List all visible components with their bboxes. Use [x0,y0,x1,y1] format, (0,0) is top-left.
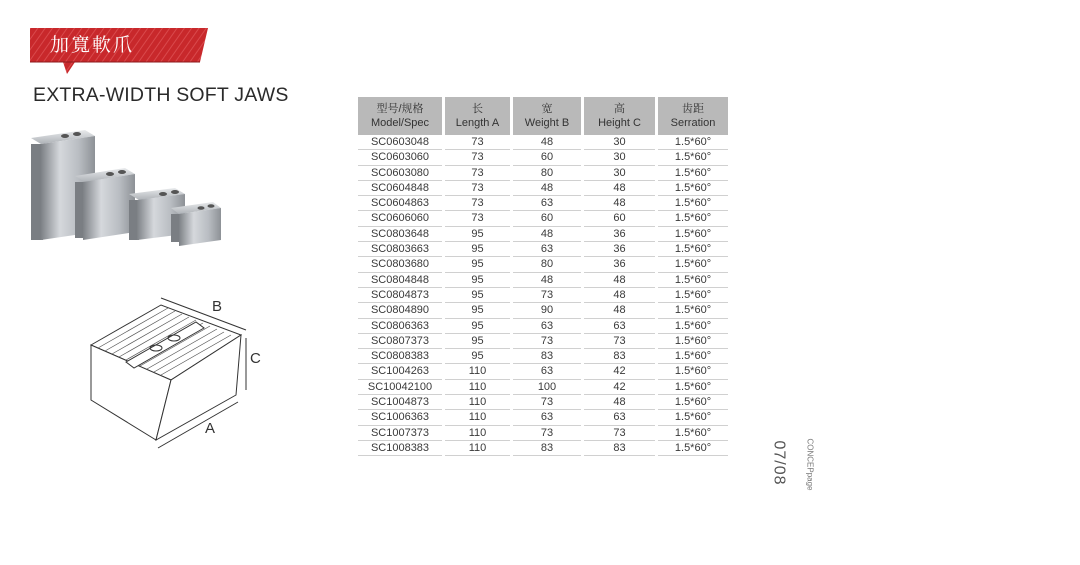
table-cell: 73 [444,180,512,195]
page-number: 07/08 [770,440,788,486]
table-row [358,180,728,195]
table-row [358,349,728,364]
table-cell: SC1004873 [358,395,444,410]
table-cell: 63 [512,410,583,425]
table-cell: SC1004263 [358,364,444,379]
header-width: 宽 Weight B [512,97,583,135]
table-cell: 30 [583,150,657,165]
table-cell: SC0804890 [358,303,444,318]
table-cell: 1.5*60° [657,349,729,364]
table-cell: 95 [444,272,512,287]
table-cell: 48 [583,180,657,195]
table-cell: SC0804873 [358,287,444,302]
table-cell: 83 [583,440,657,455]
table-cell: 48 [583,287,657,302]
table-cell: 48 [583,395,657,410]
table-cell: 73 [583,425,657,440]
table-cell: 95 [444,318,512,333]
table-cell: 80 [512,257,583,272]
table-cell: 1.5*60° [657,135,729,150]
table-cell: 73 [512,333,583,348]
dimension-label-c: C [250,350,261,367]
table-cell: 60 [512,150,583,165]
table-cell: 1.5*60° [657,318,729,333]
table-row [358,226,728,241]
table-cell: 1.5*60° [657,257,729,272]
table-cell: 48 [583,272,657,287]
table-cell: 110 [444,379,512,394]
table-cell: 110 [444,425,512,440]
spec-table [358,97,728,456]
table-cell: 83 [512,440,583,455]
soft-jaws-photo [25,128,225,248]
table-row [358,425,728,440]
header-serration: 齿距 Serration [657,97,729,135]
table-cell: 73 [583,333,657,348]
table-cell: 73 [444,211,512,226]
table-cell: SC0604863 [358,196,444,211]
table-cell: 95 [444,303,512,318]
header-length: 长 Length A [444,97,512,135]
table-row [358,211,728,226]
table-cell: 73 [444,165,512,180]
table-cell: 73 [512,395,583,410]
table-cell: 63 [512,242,583,257]
table-cell: SC0806363 [358,318,444,333]
table-cell: 60 [583,211,657,226]
table-cell: 48 [583,196,657,211]
table-cell: 73 [512,287,583,302]
table-cell: 1.5*60° [657,287,729,302]
table-row [358,272,728,287]
table-cell: 90 [512,303,583,318]
table-row [358,440,728,455]
table-cell: SC1007373 [358,425,444,440]
table-cell: 1.5*60° [657,425,729,440]
table-cell: 48 [512,226,583,241]
table-cell: 48 [512,135,583,150]
table-cell: 110 [444,395,512,410]
table-cell: 48 [583,303,657,318]
page-marker-label: CONCEPpage [805,438,815,491]
table-cell: 42 [583,379,657,394]
table-cell: 60 [512,211,583,226]
table-cell: 36 [583,242,657,257]
table-cell: 80 [512,165,583,180]
table-row [358,379,728,394]
table-cell: 95 [444,333,512,348]
table-row [358,150,728,165]
table-cell: 73 [444,135,512,150]
table-row [358,287,728,302]
table-row [358,242,728,257]
table-cell: 63 [512,318,583,333]
table-cell: SC0603060 [358,150,444,165]
table-cell: 95 [444,226,512,241]
table-cell: 83 [512,349,583,364]
table-row [358,364,728,379]
dimension-label-b: B [212,298,223,315]
table-cell: 30 [583,165,657,180]
table-cell: SC0808383 [358,349,444,364]
table-cell: 95 [444,349,512,364]
table-cell: 83 [583,349,657,364]
table-cell: 1.5*60° [657,333,729,348]
table-cell: 63 [512,364,583,379]
page-heading: EXTRA-WIDTH SOFT JAWS [33,84,289,106]
table-cell: 110 [444,364,512,379]
header-height: 高 Height C [583,97,657,135]
dimension-label-a: A [205,420,216,437]
table-cell: SC0804848 [358,272,444,287]
table-cell: 1.5*60° [657,379,729,394]
table-cell: 30 [583,135,657,150]
table-cell: 36 [583,226,657,241]
table-row [358,333,728,348]
table-cell: 63 [512,196,583,211]
table-row [358,303,728,318]
table-cell: SC0803663 [358,242,444,257]
table-body [358,135,728,456]
table-cell: 73 [512,425,583,440]
table-header-row [358,97,728,135]
table-row [358,257,728,272]
table-cell: 1.5*60° [657,395,729,410]
table-row [358,196,728,211]
table-cell: 1.5*60° [657,180,729,195]
table-cell: SC0606060 [358,211,444,226]
page-marker [770,432,815,504]
table-cell: 1.5*60° [657,272,729,287]
table-cell: 110 [444,410,512,425]
table-cell: 73 [444,150,512,165]
table-cell: 42 [583,364,657,379]
table-cell: 1.5*60° [657,150,729,165]
table-cell: 110 [444,440,512,455]
table-cell: 1.5*60° [657,226,729,241]
table-cell: SC0604848 [358,180,444,195]
table-cell: SC0807373 [358,333,444,348]
table-cell: SC0603080 [358,165,444,180]
table-cell: 63 [583,318,657,333]
table-cell: 1.5*60° [657,242,729,257]
table-cell: 95 [444,242,512,257]
table-cell: 1.5*60° [657,440,729,455]
table-cell: 1.5*60° [657,165,729,180]
table-cell: SC0803648 [358,226,444,241]
table-row [358,318,728,333]
table-cell: SC0603048 [358,135,444,150]
table-cell: 95 [444,257,512,272]
table-cell: 36 [583,257,657,272]
table-cell: SC1008383 [358,440,444,455]
table-cell: 1.5*60° [657,196,729,211]
table-row [358,135,728,150]
header-model: 型号/规格 Model/Spec [358,97,444,135]
table-row [358,165,728,180]
table-row [358,410,728,425]
table-cell: 100 [512,379,583,394]
table-cell: 95 [444,287,512,302]
table-cell: SC0803680 [358,257,444,272]
table-cell: 73 [444,196,512,211]
table-cell: 1.5*60° [657,364,729,379]
table-row [358,395,728,410]
table-cell: 48 [512,180,583,195]
table-cell: SC10042100 [358,379,444,394]
table-cell: 1.5*60° [657,303,729,318]
banner-title: 加寬軟爪 [50,34,135,56]
table-cell: 63 [583,410,657,425]
title-banner [30,28,208,62]
table-cell: 1.5*60° [657,410,729,425]
table-cell: SC1006363 [358,410,444,425]
table-cell: 1.5*60° [657,211,729,226]
jaw-dimension-diagram [86,290,256,450]
table-cell: 48 [512,272,583,287]
